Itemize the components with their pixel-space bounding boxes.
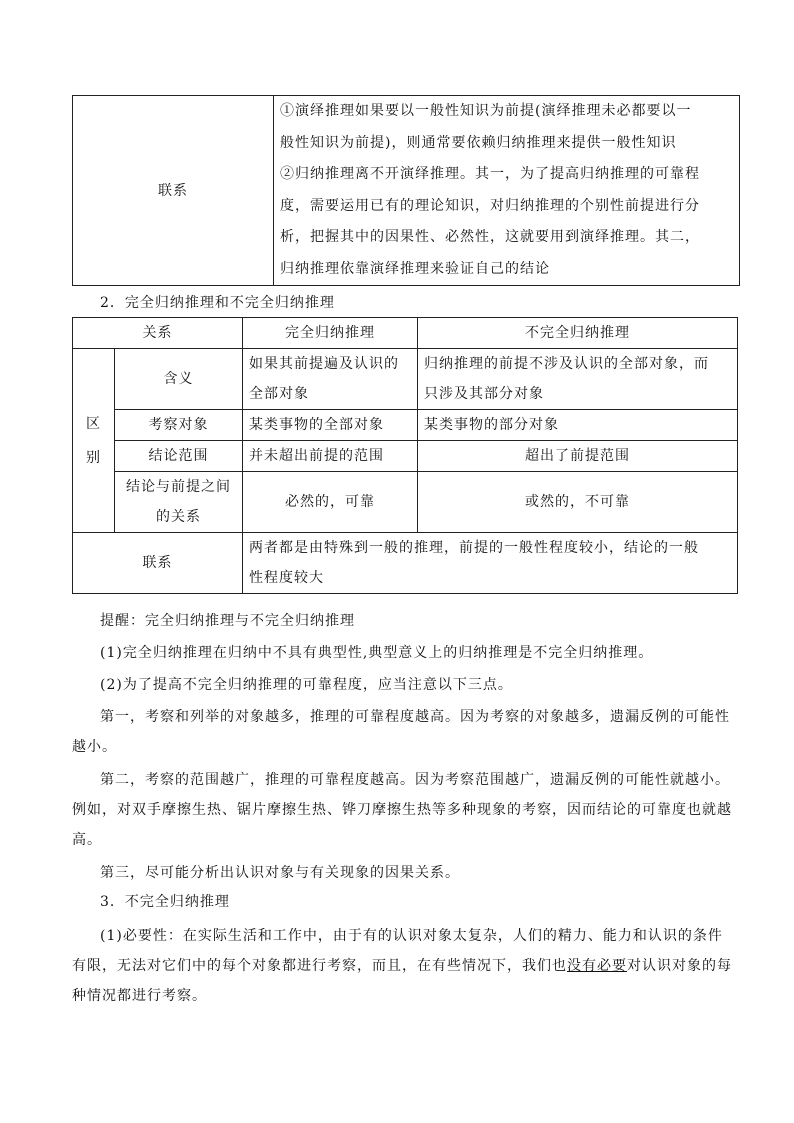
link-line: 度，需要运用已有的理论知识，对归纳推理的个别性前提进行分: [280, 197, 700, 214]
relation-complete: 必然的，可靠: [243, 472, 418, 533]
tip-paragraph-1: (1)完全归纳推理在归纳中不具有典型性,典型意义上的归纳推理是不完全归纳推理。: [100, 645, 654, 661]
tip-paragraph-2: (2)为了提高不完全归纳推理的可靠程度，应当注意以下三点。: [100, 677, 513, 693]
object-complete: 某类事物的全部对象: [243, 410, 418, 441]
paragraph-text: 对认识对象的每种情况都进行考察。: [72, 958, 732, 1004]
object-incomplete: 某类事物的部分对象: [418, 410, 738, 441]
row-label-scope: 结论范围: [115, 441, 243, 472]
row-label-link: 联系: [73, 533, 243, 594]
paragraph-text: (1)必要性：在实际生活和工作中，由于有的认识对象太复杂，人们的精力、能力和认识的条件有限，无法对它们中的每个对象都进行考察，而且，在有些情况下，我们也: [72, 928, 723, 974]
link-line: 归纳推理依靠演绎推理来验证自己的结论: [280, 260, 550, 277]
cell-line: 的关系: [156, 509, 201, 525]
group-label-char: 别: [86, 449, 101, 466]
link-line: 析，把握其中的因果性、必然性，这就要用到演绎推理。其二，: [280, 229, 700, 245]
link-content: [243, 533, 738, 594]
link-text-cell: [274, 96, 740, 286]
cell-line: 结论与前提之间: [126, 479, 231, 495]
header-incomplete: 不完全归纳推理: [418, 318, 738, 349]
meaning-incomplete: [418, 349, 738, 410]
scope-complete: 并未超出前提的范围: [243, 441, 418, 472]
relation-incomplete: 或然的，不可靠: [418, 472, 738, 533]
header-relation: 关系: [73, 318, 243, 349]
cell-line: 只涉及其部分对象: [424, 386, 544, 402]
cell-line: 归纳推理的前提不涉及认识的全部对象，而: [424, 356, 709, 372]
tip-paragraph-3: 第一，考察和列举的对象越多，推理的可靠程度越高。因为考察的对象越多，遗漏反例的可能性越小。: [72, 709, 730, 755]
section-3-paragraph-1: [72, 921, 732, 1011]
row-label-meaning: 含义: [115, 349, 243, 410]
link-line: ①演绎推理如果要以一般性知识为前提(演绎推理未必都要以一: [280, 103, 692, 119]
complete-incomplete-table: [72, 317, 738, 594]
group-label-char: 区: [86, 415, 101, 432]
section-2-title: 2．完全归纳推理和不完全归纳推理: [100, 295, 335, 311]
row-label-relation: [115, 472, 243, 533]
link-line: ②归纳推理离不开演绎推理。其一，为了提高归纳推理的可靠程: [280, 166, 700, 182]
cell-line: 全部对象: [249, 386, 309, 402]
difference-group-label: [73, 349, 115, 533]
tip-title: 提醒：完全归纳推理与不完全归纳推理: [100, 613, 355, 629]
tip-paragraph-4: 第二，考察的范围越广，推理的可靠程度越高。因为考察范围越广，遗漏反例的可能性就越小。例如，对双手摩擦生热、锯片摩擦生热、铧刀摩擦生热等多种现象的考察，因而结论的可靠度也就越高。: [72, 772, 732, 848]
row-label-object: 考察对象: [115, 410, 243, 441]
cell-line: 两者都是由特殊到一般的推理，前提的一般性程度较小，结论的一般: [249, 540, 699, 556]
cell-line: 如果其前提遍及认识的: [249, 356, 399, 372]
tip-paragraph-5: 第三，尽可能分析出认识对象与有关现象的因果关系。: [100, 865, 460, 881]
link-line: 般性知识为前提)，则通常要依赖归纳推理来提供一般性知识: [280, 134, 677, 151]
meaning-complete: [243, 349, 418, 410]
link-label-cell: 联系: [73, 96, 274, 286]
cell-line: 性程度较大: [249, 570, 324, 586]
section-3-title: 3．不完全归纳推理: [100, 894, 230, 910]
underlined-text: 没有必要: [567, 958, 627, 974]
header-complete: 完全归纳推理: [243, 318, 418, 349]
deduction-induction-link-table: [72, 95, 740, 286]
scope-incomplete: 超出了前提范围: [418, 441, 738, 472]
